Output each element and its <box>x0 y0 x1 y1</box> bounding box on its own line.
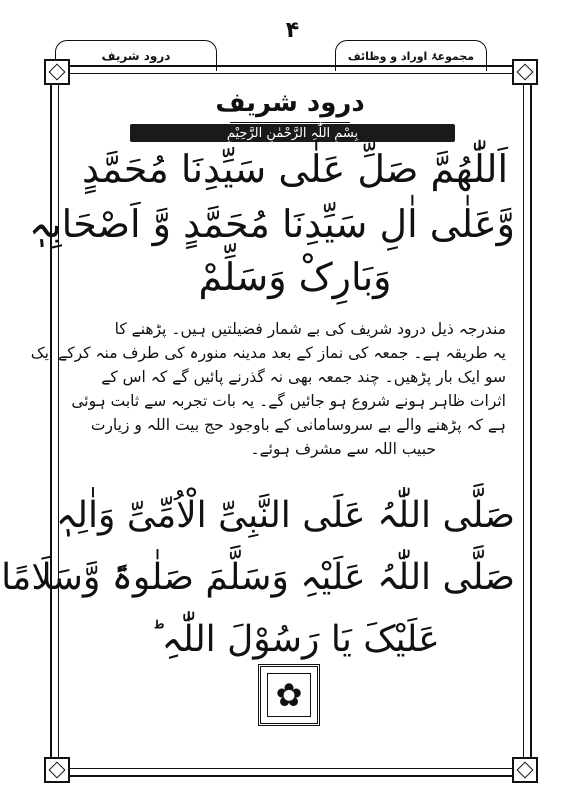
paragraph-line: ہے کہ پڑھنے والے بے سروسامانی کے باوجود حج بیت اللہ و زیارت <box>90 416 506 434</box>
paragraph-line: حبیب اللہ سے مشرف ہوئے۔ <box>250 440 436 458</box>
flower-ornament-icon: ✿ <box>275 676 303 714</box>
paragraph-line: اثرات ظاہر ہونے شروع ہو جائیں گے۔ یہ بات تجربہ سے ثابت ہوئی <box>71 392 506 410</box>
bismillah-banner: بِسْمِ اللّٰہِ الرَّحْمٰنِ الرَّحِیْمِ <box>130 124 455 142</box>
calligraphy-line-3: وَبَارِکْ وَسَلِّمْ <box>198 255 392 299</box>
page-number: ۴ <box>285 18 300 43</box>
paragraph-line: یہ طریقہ ہے۔ جمعہ کی نماز کے بعد مدینہ منورہ کی طرف منہ کرکے ایک <box>30 344 506 362</box>
calligraphy-line-1: اَللّٰھُمَّ صَلِّ عَلٰی سَیِّدِنَا مُحَمَّدٍ <box>81 147 508 191</box>
header-label-left: درود شریف <box>55 40 217 71</box>
corner-ornament-top-right <box>512 59 538 85</box>
flower-ornament <box>258 664 320 726</box>
title-underline <box>230 122 350 123</box>
paragraph-line: سو ایک بار پڑھیں۔ چند جمعہ بھی نہ گذرنے پائیں گے کہ اس کے <box>101 368 506 386</box>
corner-ornament-top-left <box>44 59 70 85</box>
paragraph-line: مندرجہ ذیل درود شریف کی بے شمار فضیلتیں ہیں۔ پڑھنے کا <box>114 320 506 338</box>
calligraphy-line-4: صَلَّی اللّٰہُ عَلَی النَّبِیِّ الْاُمِّیِّ وَاٰلِہٖ <box>55 495 515 536</box>
corner-ornament-bottom-right <box>512 757 538 783</box>
calligraphy-line-2: وَّعَلٰی اٰلِ سَیِّدِنَا مُحَمَّدٍ وَّ اَصْحَابِہٖ <box>28 202 515 246</box>
calligraphy-line-6: عَلَیْکَ یَا رَسُوْلَ اللّٰہِ ؕ <box>150 619 440 660</box>
calligraphy-line-5: صَلَّی اللّٰہُ عَلَیْہِ وَسَلَّمَ صَلٰوۃً وَّسَلَامًا <box>1 557 515 598</box>
header-label-right: مجموعۂ اوراد و وظائف <box>335 40 487 71</box>
corner-ornament-bottom-left <box>44 757 70 783</box>
page-title: درود شریف <box>215 88 365 118</box>
